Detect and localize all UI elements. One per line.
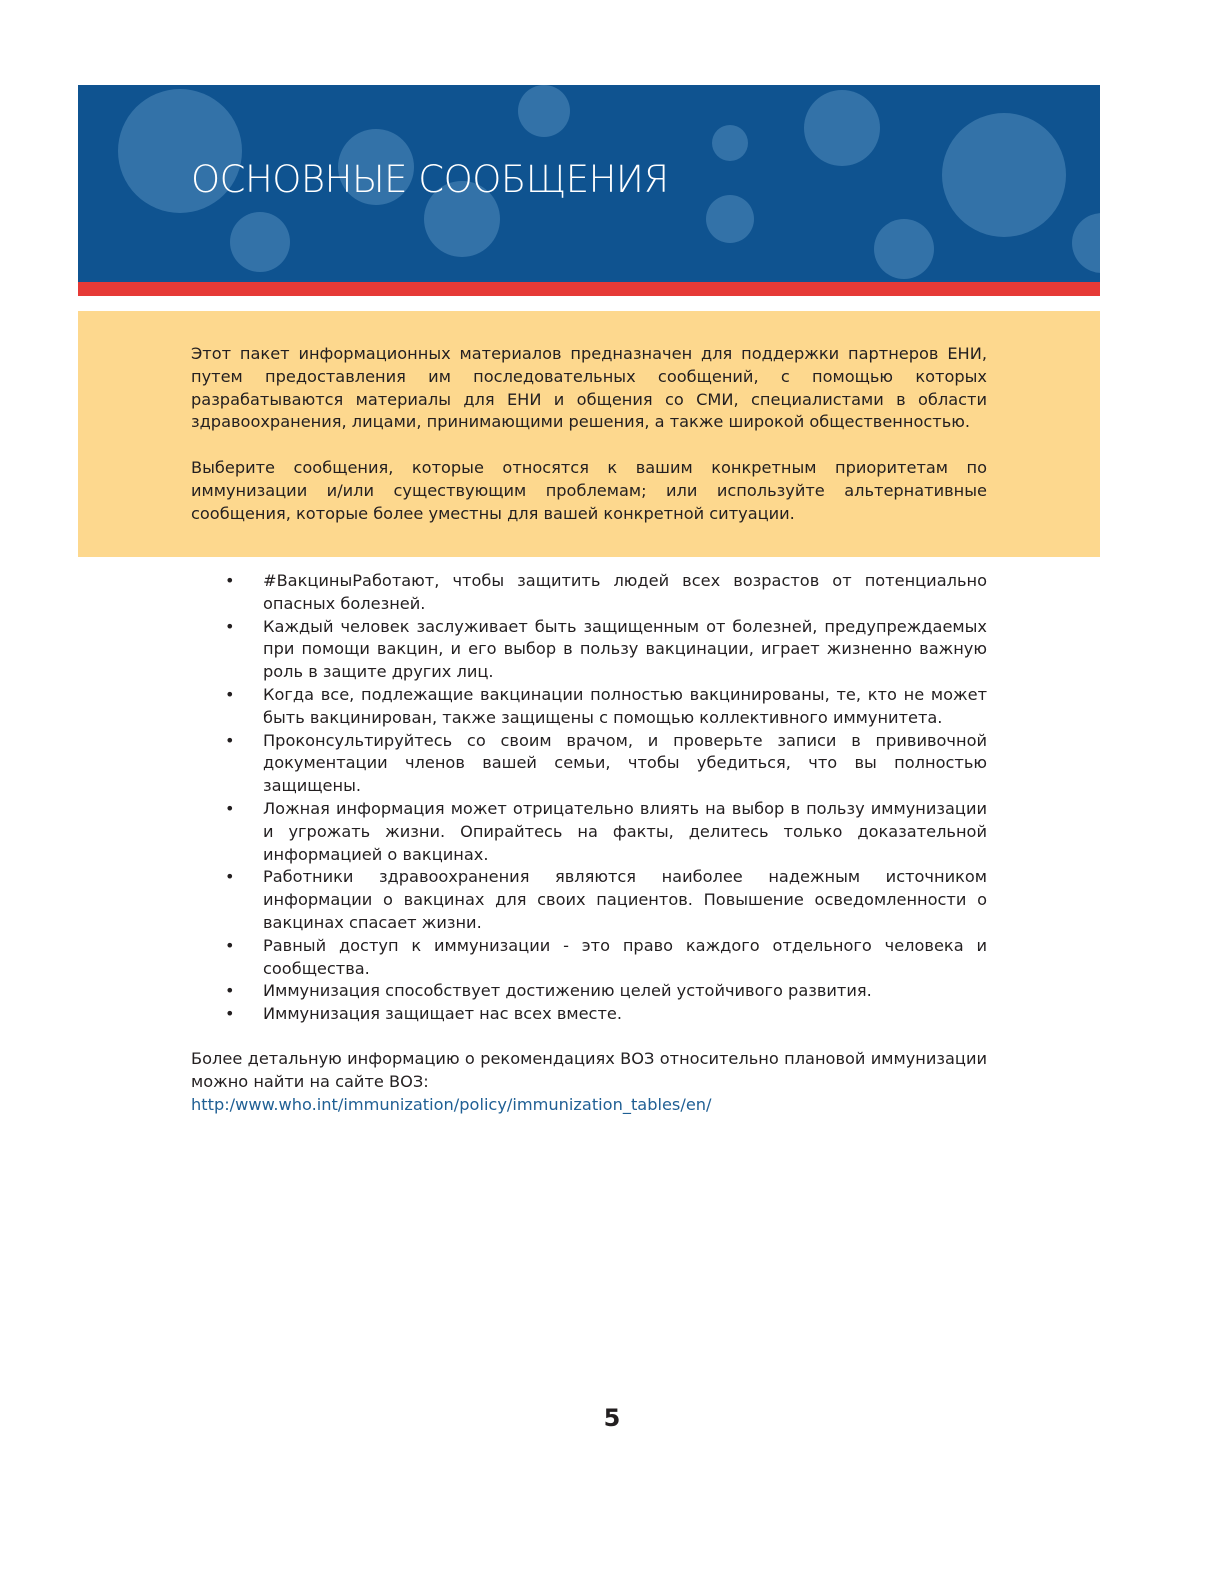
- list-item: [191, 684, 987, 730]
- list-item: [191, 570, 987, 616]
- list-item-text: Каждый человек заслуживает быть защищенным от болезней, предупреждаемых при помощи вакцин, и его выбор в пользу вакцинации, играет жизненно важную роль в защите других лиц.: [263, 616, 987, 682]
- list-item-text: Работники здравоохранения являются наиболее надежным источником информации о вакцинах для своих пациентов. Повышение осведомленности о вакцинах спасает жизни.: [263, 867, 987, 932]
- header-banner: [78, 85, 1100, 282]
- decorative-circle: [874, 219, 934, 279]
- more-info-text: Более детальную информацию о рекомендациях ВОЗ относительно плановой иммунизации можно найти на сайте ВОЗ:: [191, 1049, 987, 1091]
- bullet-icon: •: [225, 935, 235, 955]
- intro-paragraph: Выберите сообщения, которые относятся к вашим конкретным приоритетам по иммунизации и/или существующим проблемам; или используйте альтернативные сообщения, которые более уместны для вашей конкретной ситуации.: [191, 457, 987, 523]
- list-item-text: Иммунизация способствует достижению целей устойчивого развития.: [263, 981, 872, 1001]
- key-messages-list: [191, 570, 987, 1026]
- decorative-circle: [942, 113, 1066, 237]
- intro-text: [191, 343, 987, 548]
- list-item: [191, 866, 987, 934]
- accent-strip: [78, 282, 1100, 296]
- page-number: 5: [603, 1404, 621, 1432]
- bullet-icon: •: [225, 571, 235, 590]
- bullet-icon: •: [225, 1004, 235, 1024]
- list-item: [191, 980, 987, 1003]
- list-item: [191, 935, 987, 981]
- intro-paragraph: Этот пакет информационных материалов предназначен для поддержки партнеров ЕНИ, путем предоставления им последовательных сообщений, с помощью которых разрабатываются материалы для ЕНИ и общения со СМИ, специалистами в области здравоохранения, лицами, принимающими решения, а также широкой общественностью.: [191, 344, 987, 432]
- decorative-circle: [518, 85, 570, 137]
- bullet-icon: •: [225, 616, 235, 636]
- list-item: [191, 798, 987, 866]
- bullet-icon: •: [225, 684, 235, 704]
- bullet-icon: •: [225, 867, 235, 887]
- decorative-circle: [804, 90, 880, 166]
- intro-box: [78, 311, 1100, 557]
- list-item: [191, 1003, 987, 1026]
- page-title: ОСНОВНЫЕ СООБЩЕНИЯ: [191, 158, 669, 201]
- list-item: [191, 730, 987, 798]
- list-item-text: Иммунизация защищает нас всех вместе.: [263, 1004, 622, 1024]
- decorative-circle: [230, 212, 290, 272]
- list-item-text: Когда все, подлежащие вакцинации полностью вакцинированы, те, кто не может быть вакцинирован, также защищены с помощью коллективного иммунитета.: [263, 684, 987, 727]
- decorative-circle: [1072, 213, 1100, 273]
- bullet-icon: •: [225, 798, 235, 818]
- bullet-icon: •: [225, 981, 235, 1001]
- list-item-text: Проконсультируйтесь со своим врачом, и проверьте записи в прививочной документации членов вашей семьи, чтобы убедиться, что вы полностью защищены.: [263, 730, 987, 796]
- decorative-circle: [706, 195, 754, 243]
- list-item-text: #ВакциныРаботают, чтобы защитить людей всех возрастов от потенциально опасных болезней.: [263, 571, 987, 613]
- list-item: [191, 616, 987, 684]
- who-link[interactable]: http:/www.who.int/immunization/policy/immunization_tables/en/: [191, 1094, 712, 1114]
- bullet-icon: •: [225, 730, 235, 750]
- more-info-section: [191, 1048, 987, 1116]
- list-item-text: Равный доступ к иммунизации - это право каждого отдельного человека и сообщества.: [263, 935, 987, 978]
- decorative-circle: [712, 125, 748, 161]
- list-item-text: Ложная информация может отрицательно влиять на выбор в пользу иммунизации и угрожать жизни. Опирайтесь на факты, делитесь только доказательной информацией о вакцинах.: [263, 798, 987, 864]
